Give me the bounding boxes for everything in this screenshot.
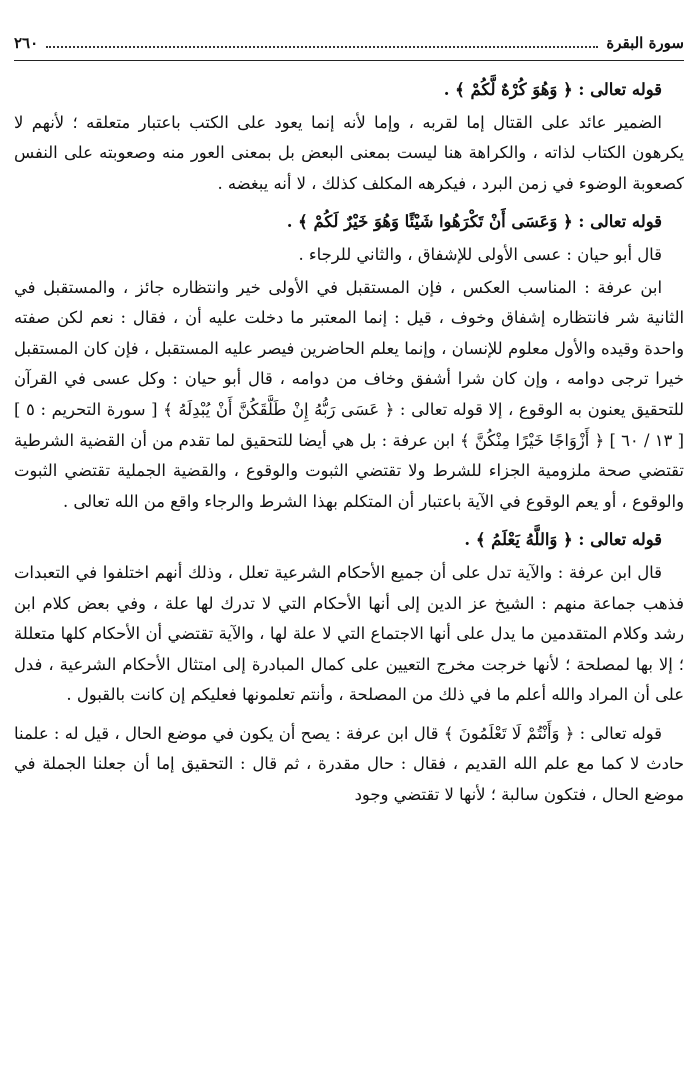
page-number: ٢٦٠: [14, 34, 39, 52]
verse-heading-2: قوله تعالى : ﴿ وَعَسَى أَنْ تَكْرَهُوا شَيْئًا وَهُوَ خَيْرٌ لَكُمْ ﴾ .: [286, 212, 662, 232]
ibn-arafa-paragraph-1: ابن عرفة : المناسب العكس ، فإن المستقبل في الأولى خير وانتظاره جائز ، والمستقبل في الثانية شر فانتظاره إشفاق وخوف ، قيل : إنما المعتبر ما دخلت عليه أن ، فقال : نعم لكن صفته واحدة وقيده والأول معلوم للإنسان ، وإنما يعلم الحاضرين فيصر عليه المستقبل ، فإن كان المستقبل خيرا ترجى دوامه ، وإن كان شرا أشفق وخاف من دوامه ، قال أبو حيان : وكل عسى في القرآن للتحقيق يعنون به الوقوع ، إلا قوله تعالى : ﴿ عَسَى رَبُّهُ إِنْ طَلَّقَكُنَّ أَنْ يُبْدِلَهُ ﴾ [ سورة التحريم : ٥ ] [ ١٣ / ٦٠ ] ﴿ أَزْوَاجًا خَيْرًا مِنْكُنَّ ﴾ ابن عرفة : بل هي أيضا للتحقيق لما تقدم من أن القضية الشرطية تقتضي صحة ملزومية الجزاء للشرط ولا تقتضي الثبوت والوقوع ، والقضية الجملية تقتضي الثبوت والوقوع ، أو يعم الوقوع في الآية باعتبار أن المتكلم بهذا الشرط والرجاء واقع من الله تعالى .: [14, 277, 684, 511]
verse-heading-1: قوله تعالى : ﴿ وَهُوَ كُرْهٌ لَّكُمْ ﴾ .: [443, 80, 662, 99]
verse-heading-3: قوله تعالى : ﴿ وَاللَّهُ يَعْلَمُ ﴾ .: [464, 530, 662, 550]
header-dotted-leader: [46, 38, 598, 48]
surah-title: سورة البقرة: [606, 34, 684, 52]
page-header: [14, 30, 684, 61]
ibn-arafa-paragraph-2: قال ابن عرفة : والآية تدل على أن جميع الأحكام الشرعية تعلل ، وذلك أنهم اختلفوا في التعبدات فذهب جماعة منهم : الشيخ عز الدين إلى أنها الأحكام التي لا تدرك لها علة ، وفي بعض كلام ابن رشد وكلام المتقدمين ما يدل على أنها الاجتماع التي لا علة لها ، والآية تقتضي أن الأحكام كلها متعللة ؛ إلا بها لمصلحة ؛ لأنها خرجت مخرج التعيين على كمال المبادرة إلى امتثال الأحكام الشرعية ، فدل على أن المراد والله أعلم ما في ذلك من المصلحة ، وأنتم تعلمونها فعليكم إن كانت بالقبول .: [14, 562, 684, 705]
commentary-paragraph-1: الضمير عائد على القتال إما لقربه ، وإما لأنه إنما يعود على الكتب باعتبار متعلقه ؛ لأنهم لا يكرهون الكتاب لذاته ، والكراهة هنا ليست بمعنى البعض بل بمعنى العور منه وصعوبته على النفس كصعوبة الوضوء في زمن البرد ، فيكرهه المكلف كذلك ، لا أنه يبغضه .: [14, 112, 684, 193]
verse-heading-4-paragraph: قوله تعالى : ﴿ وَأَنْتُمْ لَا تَعْلَمُونَ ﴾ قال ابن عرفة : يصح أن يكون في موضع الحال ، قيل له : علمنا حادث لا كما مع علم الله القديم ، فقال : حال مقدرة ، ثم قال : التحقيق إما أن جعلنا الجملة في موضع الحال ، فتكون سالبة ؛ لأنها لا تقتضي وجود: [14, 723, 684, 805]
abu-hayyan-note: قال أبو حيان : عسى الأولى للإشفاق ، والثاني للرجاء .: [298, 244, 662, 264]
